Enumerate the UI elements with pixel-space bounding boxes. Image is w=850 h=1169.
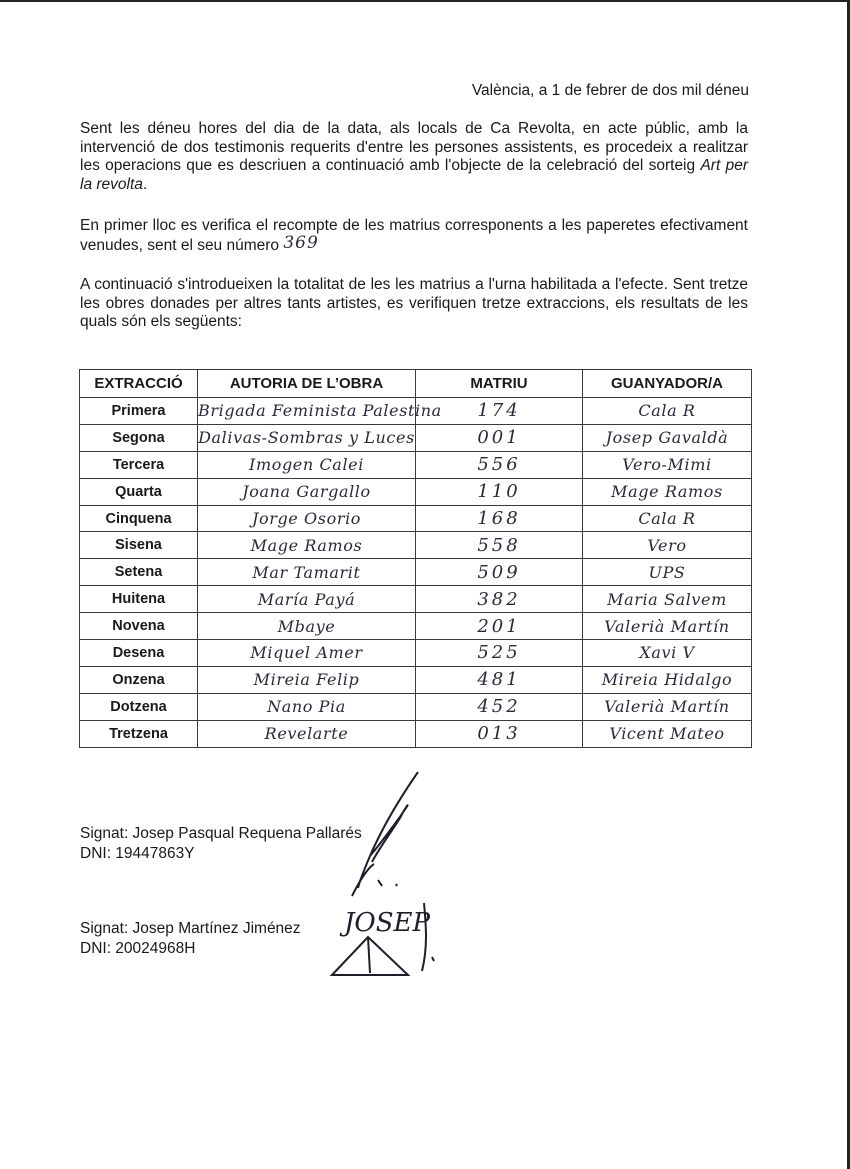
- cell-guanyador: Valerià Martín: [583, 613, 752, 640]
- cell-guanyador: Josep Gavaldà: [583, 424, 752, 451]
- cell-matriu: 452: [416, 693, 583, 720]
- cell-matriu: 525: [416, 640, 583, 667]
- table-row: [80, 720, 752, 747]
- cell-matriu: 382: [416, 586, 583, 613]
- cell-matriu: 556: [416, 451, 583, 478]
- cell-autoria: Mbaye: [198, 613, 416, 640]
- cell-extraccio: Onzena: [80, 666, 198, 693]
- cell-extraccio: Quarta: [80, 478, 198, 505]
- cell-autoria: Imogen Calei: [198, 451, 416, 478]
- results-table: [79, 369, 752, 748]
- cell-matriu: 110: [416, 478, 583, 505]
- table-row: [80, 559, 752, 586]
- signature-2-text: JOSEP: [344, 908, 431, 938]
- table-row: [80, 532, 752, 559]
- table-row: [80, 424, 752, 451]
- cell-autoria: Joana Gargallo: [198, 478, 416, 505]
- dni-line-2: DNI: 20024968H: [80, 940, 196, 957]
- count-paragraph: [80, 217, 748, 255]
- cell-autoria: Nano Pia: [198, 693, 416, 720]
- cell-matriu: 509: [416, 559, 583, 586]
- scan-edge-top: [0, 0, 850, 2]
- cell-matriu: 174: [416, 398, 583, 425]
- cell-guanyador: Vicent Mateo: [583, 720, 752, 747]
- cell-extraccio: Setena: [80, 559, 198, 586]
- table-row: [80, 478, 752, 505]
- cell-extraccio: Tercera: [80, 451, 198, 478]
- signed-line-1: Signat: Josep Pasqual Requena Pallarés: [80, 825, 362, 842]
- cell-autoria: Mage Ramos: [198, 532, 416, 559]
- header-matriu: MATRIU: [416, 370, 583, 398]
- table-body: [80, 398, 752, 748]
- cell-extraccio: Sisena: [80, 532, 198, 559]
- handwritten-signature-2: [322, 885, 452, 985]
- signature-block-1: [80, 824, 362, 864]
- intro-paragraph: [80, 120, 748, 194]
- dni-line-1: DNI: 19447863Y: [80, 845, 195, 862]
- cell-autoria: Mar Tamarit: [198, 559, 416, 586]
- table-row: [80, 451, 752, 478]
- cell-autoria: Miquel Amer: [198, 640, 416, 667]
- table-header-row: [80, 370, 752, 398]
- cell-guanyador: UPS: [583, 559, 752, 586]
- cell-autoria: Mireia Felip: [198, 666, 416, 693]
- cell-autoria: Brigada Feminista Palestina: [198, 398, 416, 425]
- cell-guanyador: Cala R: [583, 505, 752, 532]
- cell-autoria: Dalivas-Sombras y Luces: [198, 424, 416, 451]
- handwritten-signature-1: [330, 768, 440, 898]
- intro-text: Sent les déneu hores del dia de la data, als locals de Ca Revolta, en acte públic, amb la intervenció de dos testimonis requerits d'entre les persones assistents, es procedeix a realitzar les operacions que es descriuen a continuació amb l'objecte de la celebració del sorteig: [80, 120, 748, 175]
- cell-guanyador: Maria Salvem: [583, 586, 752, 613]
- table-row: [80, 693, 752, 720]
- cell-matriu: 001: [416, 424, 583, 451]
- cell-extraccio: Segona: [80, 424, 198, 451]
- table-row: [80, 586, 752, 613]
- cell-matriu: 558: [416, 532, 583, 559]
- cell-guanyador: Vero-Mimi: [583, 451, 752, 478]
- draw-paragraph: A continuació s'introdueixen la totalitat de les les matrius a l'urna habilitada a l'efecte. Sent tretze les obres donades per altres tants artistes, es verifiquen tretze extraccions, els resultats de les quals són els següents:: [80, 276, 748, 331]
- raffle-name: Art per la revolta: [80, 157, 749, 193]
- cell-autoria: Jorge Osorio: [198, 505, 416, 532]
- cell-extraccio: Desena: [80, 640, 198, 667]
- cell-matriu: 481: [416, 666, 583, 693]
- table-row: [80, 613, 752, 640]
- count-text: En primer lloc es verifica el recompte de les matrius corresponents a les paperetes efectivament venudes, sent el seu número: [80, 217, 748, 254]
- cell-extraccio: Novena: [80, 613, 198, 640]
- table-row: [80, 398, 752, 425]
- cell-guanyador: Valerià Martín: [583, 693, 752, 720]
- cell-guanyador: Xavi V: [583, 640, 752, 667]
- cell-autoria: Revelarte: [198, 720, 416, 747]
- cell-guanyador: Mireia Hidalgo: [583, 666, 752, 693]
- cell-guanyador: Cala R: [583, 398, 752, 425]
- header-guanyador: GUANYADOR/A: [583, 370, 752, 398]
- table-row: [80, 666, 752, 693]
- table-row: [80, 505, 752, 532]
- cell-extraccio: Primera: [80, 398, 198, 425]
- header-autoria: AUTORIA DE L’OBRA: [198, 370, 416, 398]
- header-extraccio: EXTRACCIÓ: [80, 370, 198, 398]
- table-row: [80, 640, 752, 667]
- handwritten-count: 369: [283, 232, 319, 253]
- cell-guanyador: Mage Ramos: [583, 478, 752, 505]
- cell-autoria: María Payá: [198, 586, 416, 613]
- signature-block-2: [80, 919, 301, 959]
- cell-extraccio: Cinquena: [80, 505, 198, 532]
- date-line: València, a 1 de febrer de dos mil déneu: [471, 82, 749, 99]
- cell-extraccio: Dotzena: [80, 693, 198, 720]
- cell-matriu: 168: [416, 505, 583, 532]
- cell-guanyador: Vero: [583, 532, 752, 559]
- cell-extraccio: Huitena: [80, 586, 198, 613]
- cell-matriu: 201: [416, 613, 583, 640]
- intro-end: .: [142, 175, 148, 193]
- cell-matriu: 013: [416, 720, 583, 747]
- cell-extraccio: Tretzena: [80, 720, 198, 747]
- signed-line-2: Signat: Josep Martínez Jiménez: [80, 920, 301, 937]
